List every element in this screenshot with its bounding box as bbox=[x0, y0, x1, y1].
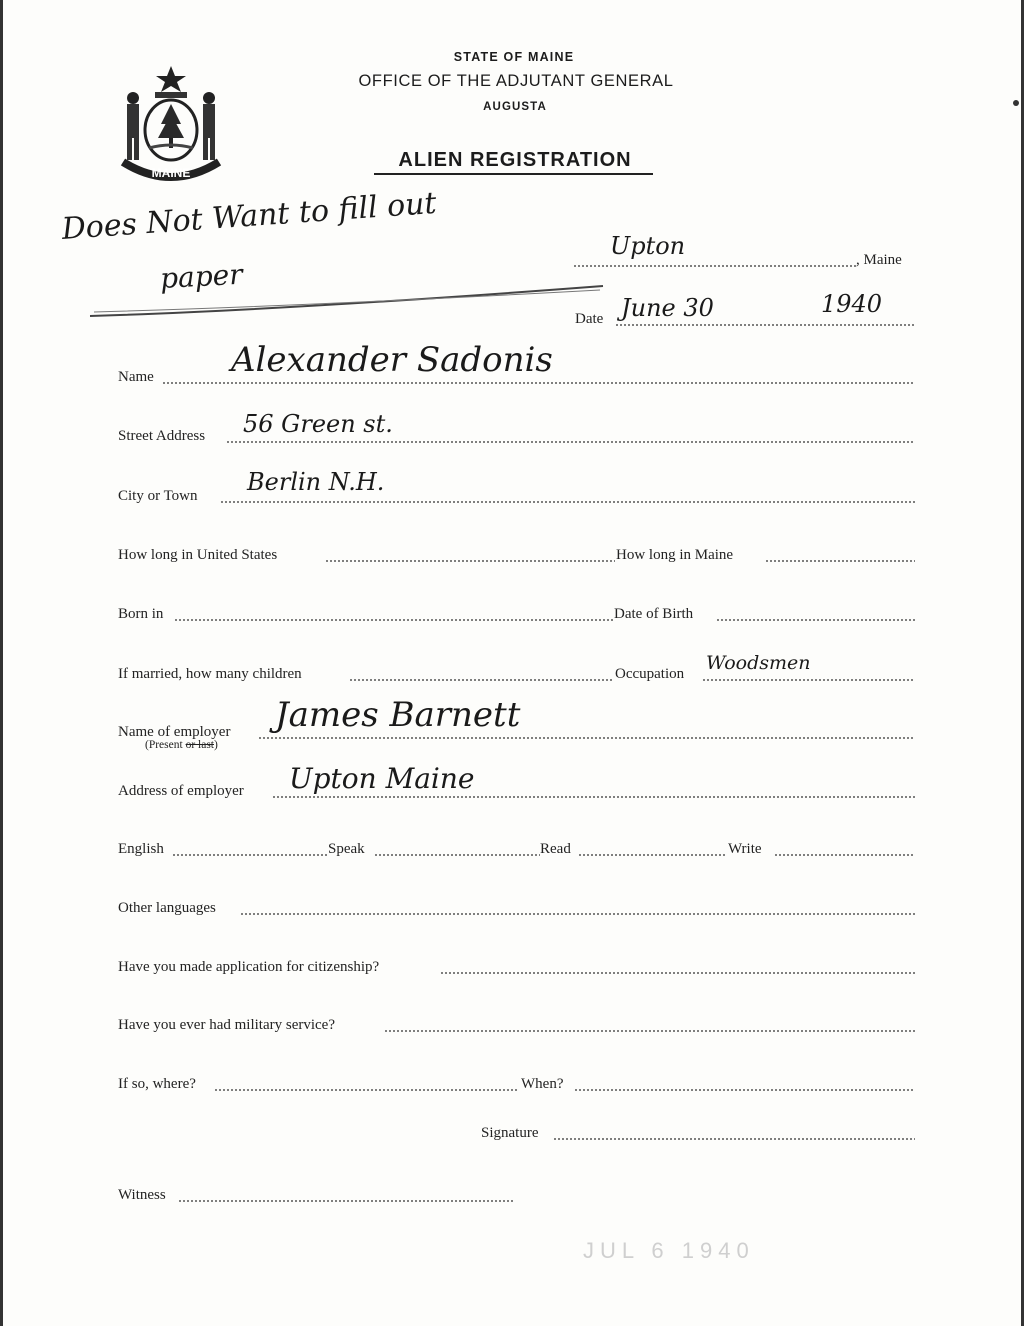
state-heading: STATE OF MAINE bbox=[453, 50, 575, 64]
english-label: English bbox=[118, 841, 164, 857]
handwritten-note-line1: Does Not Want to fill out bbox=[60, 185, 438, 247]
read-label: Read bbox=[540, 841, 571, 857]
military-row bbox=[118, 1014, 915, 1034]
employer-label: Name of employer bbox=[118, 724, 231, 740]
occupation-value: Woodsmen bbox=[706, 652, 811, 674]
title-underline bbox=[374, 173, 653, 175]
street-label: Street Address bbox=[118, 428, 206, 444]
citizenship-label: Have you made application for citizenship? bbox=[118, 959, 380, 975]
citizenship-row bbox=[118, 956, 915, 976]
other-languages-row bbox=[118, 897, 915, 917]
how-long-row bbox=[118, 544, 915, 564]
write-label: Write bbox=[728, 841, 762, 857]
employer-sublabel: (Present or last) bbox=[145, 739, 218, 751]
city-label: City or Town bbox=[118, 488, 198, 504]
employer-address-row bbox=[118, 780, 915, 800]
born-label: Born in bbox=[118, 606, 164, 622]
born-row bbox=[118, 603, 915, 623]
employer-address-label: Address of employer bbox=[118, 783, 244, 799]
received-date-stamp: JUL 6 1940 bbox=[583, 1238, 755, 1263]
children-label: If married, how many children bbox=[118, 666, 302, 682]
other-languages-label: Other languages bbox=[118, 900, 216, 916]
signature-row bbox=[481, 1122, 915, 1142]
employer-value: James Barnett bbox=[275, 695, 521, 735]
form-title: ALIEN REGISTRATION bbox=[398, 149, 632, 171]
dob-label: Date of Birth bbox=[614, 606, 694, 622]
speak-label: Speak bbox=[328, 841, 365, 857]
maine-label: , Maine bbox=[856, 252, 902, 268]
city-row bbox=[118, 485, 915, 505]
street-row bbox=[118, 425, 915, 445]
location-town-value: Upton bbox=[610, 232, 686, 260]
english-row bbox=[118, 838, 915, 858]
how-long-maine-label: How long in Maine bbox=[616, 547, 734, 563]
scan-mark bbox=[1013, 100, 1019, 106]
name-label: Name bbox=[118, 369, 154, 385]
witness-row bbox=[118, 1184, 515, 1204]
where-when-row bbox=[118, 1073, 915, 1093]
handwritten-note-line2: paper bbox=[159, 257, 244, 295]
street-value: 56 Green st. bbox=[243, 410, 393, 438]
date-monthday-value: June 30 bbox=[621, 294, 714, 322]
when-label: When? bbox=[521, 1076, 564, 1092]
city-value: Berlin N.H. bbox=[247, 468, 385, 496]
how-long-us-label: How long in United States bbox=[118, 547, 278, 563]
where-label: If so, where? bbox=[118, 1076, 196, 1092]
date-year-value: 1940 bbox=[821, 290, 883, 318]
employer-address-value: Upton Maine bbox=[289, 762, 475, 795]
name-value: Alexander Sadonis bbox=[231, 340, 553, 380]
office-heading: OFFICE OF THE ADJUTANT GENERAL bbox=[358, 72, 674, 90]
note-scribble-line bbox=[88, 280, 608, 320]
military-label: Have you ever had military service? bbox=[118, 1017, 335, 1033]
occupation-label: Occupation bbox=[615, 666, 685, 682]
city-heading: AUGUSTA bbox=[483, 101, 547, 113]
signature-label: Signature bbox=[481, 1125, 539, 1141]
svg-text:MAINE: MAINE bbox=[151, 166, 191, 180]
witness-label: Witness bbox=[118, 1187, 166, 1203]
date-label: Date bbox=[575, 311, 604, 327]
